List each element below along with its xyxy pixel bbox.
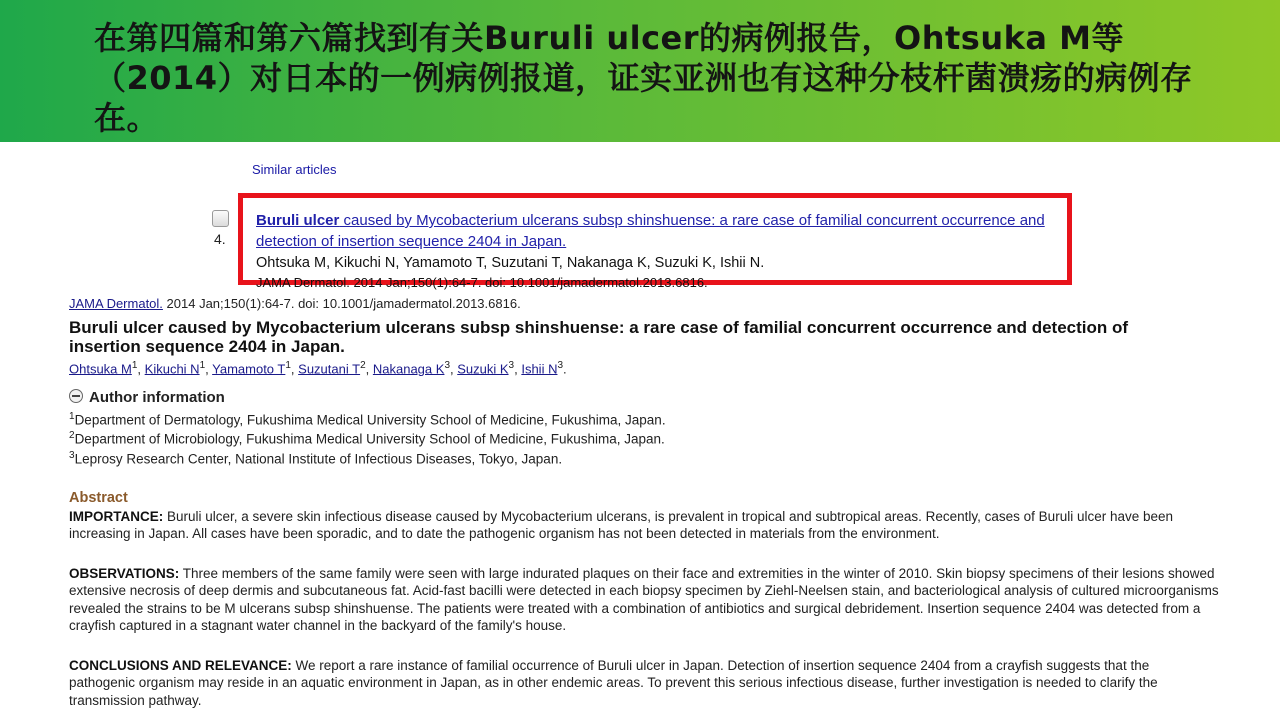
result-checkbox[interactable] [212,210,229,227]
section-label: IMPORTANCE: [69,509,164,524]
affiliation [69,411,666,428]
section-text: We report a rare instance of familial occurrence of Buruli ulcer in Japan. Detection of insertion sequence 2404 from a crayfish suggests that the pathogenic organism may reside in an aquatic environment in Japan, as in other endemic areas. To prevent this serious infectious disease, further investigation is needed to clarify the transmission pathway. [69,658,1158,708]
result-title-link[interactable] [256,210,1066,252]
affiliation-number: 3 [69,450,75,461]
similar-articles-link-label: Similar articles [252,162,337,177]
section-label: CONCLUSIONS AND RELEVANCE: [69,658,292,673]
author-information-toggle[interactable] [69,388,225,406]
article-title: Buruli ulcer caused by Mycobacterium ulcerans subsp shinshuense: a rare case of familial concurrent occurrence and detection of insertion sequence 2404 in Japan. [69,318,1129,356]
author-affiliation-number: 3 [508,360,515,371]
author-link[interactable]: Ohtsuka M [69,361,132,377]
abstract-importance [69,508,1219,543]
result-number: 4. [214,231,226,247]
affiliation [69,430,665,447]
author-link[interactable]: Yamamoto T [212,361,286,377]
affiliation [69,450,562,467]
author-link[interactable]: Nakanaga K [372,361,445,377]
author-list: Ohtsuka $M^1$, Kikuchi $N^1$, Yamamoto $T^1$, Suzutani $T^2$, Nakanaga $K^3$, Suzuki $K^3$, Ishii $N^3$. [69,360,567,377]
citation-details: 2014 Jan;150(1):64-7. doi: 10.1001/jamadermatol.2013.6816. [162,296,521,311]
journal-citation [69,296,521,311]
author-affiliation-number: 1 [199,360,206,371]
similar-articles-link[interactable] [252,162,392,187]
affiliation-text: Department of Microbiology, Fukushima Medical University School of Medicine, Fukushima, Japan. [74,431,665,447]
result-title-rest: caused by Mycobacterium ulcerans subsp shinshuense: a rare case of familial concurrent occurrence and detection of insertion sequence 2404 in Japan. [256,212,1045,250]
collapse-minus-icon[interactable] [69,389,83,403]
affiliation-number: 2 [69,430,75,441]
highlighted-search-result [238,193,1072,290]
author-affiliation-number: 3 [444,360,450,371]
affiliation-number: 1 [69,411,75,422]
result-citation: JAMA Dermatol. 2014 Jan;150(1):64-7. doi: 10.1001/jamadermatol.2013.6816. [256,275,708,290]
section-text: Three members of the same family were seen with large indurated plaques on their face and extremities in the winter of 2010. Skin biopsy specimens of their lesions showed extensive necrosis of deep dermis and subcutaneous fat. Acid-fast bacilli were detected in each biopsy specimen by Ziehl-Neelsen stain, and bacteriological analysis of cultured microorganisms revealed the strains to be M ulcerans subsp shinshuense. The patients were treated with a combination of antibiotics and surgical debridement. Insertion sequence 2404 was detected from a crayfish captured in a stagnant water channel in the backyard of the family's house. [69,566,1219,633]
abstract-observations [69,565,1219,634]
abstract-conclusions [69,657,1219,709]
author-link[interactable]: Kikuchi N [144,361,200,377]
author-affiliation-number: 3 [557,360,564,371]
result-authors: Ohtsuka M, Kikuchi N, Yamamoto T, Suzutani T, Nakanaga K, Suzuki K, Ishii N. [256,255,765,271]
author-link[interactable]: Ishii N [521,361,558,377]
author-affiliation-number: 1 [131,360,138,371]
abstract-heading: Abstract [69,490,128,506]
result-title-bold: Buruli ulcer [256,212,340,229]
affiliation-text: Department of Dermatology, Fukushima Medical University School of Medicine, Fukushima, Japan. [74,412,666,428]
slide-title: 在第四篇和第六篇找到有关Buruli ulcer的病例报告，Ohtsuka M等（2014）对日本的一例病例报道，证实亚洲也有这种分枝杆菌溃疡的病例存在。 [94,19,1193,137]
author-link[interactable]: Suzutani T [298,361,361,377]
journal-link[interactable]: JAMA Dermatol. [69,296,163,311]
author-link[interactable]: Suzuki K [457,361,509,377]
section-label: OBSERVATIONS: [69,566,180,581]
author-affiliation-number: 2 [360,360,366,371]
author-affiliation-number: 1 [285,360,291,371]
author-information-label: Author information [89,389,225,406]
section-text: Buruli ulcer, a severe skin infectious disease caused by Mycobacterium ulcerans, is prevalent in tropical and subtropical areas. Recently, cases of Buruli ulcer have been increasing in Japan. All cases have been sporadic, and to date the pathogenic organism has not been detected in materials from the environment. [69,509,1174,542]
affiliation-text: Leprosy Research Center, National Institute of Infectious Diseases, Tokyo, Japan. [74,451,563,467]
slide-header-banner [0,0,1280,142]
